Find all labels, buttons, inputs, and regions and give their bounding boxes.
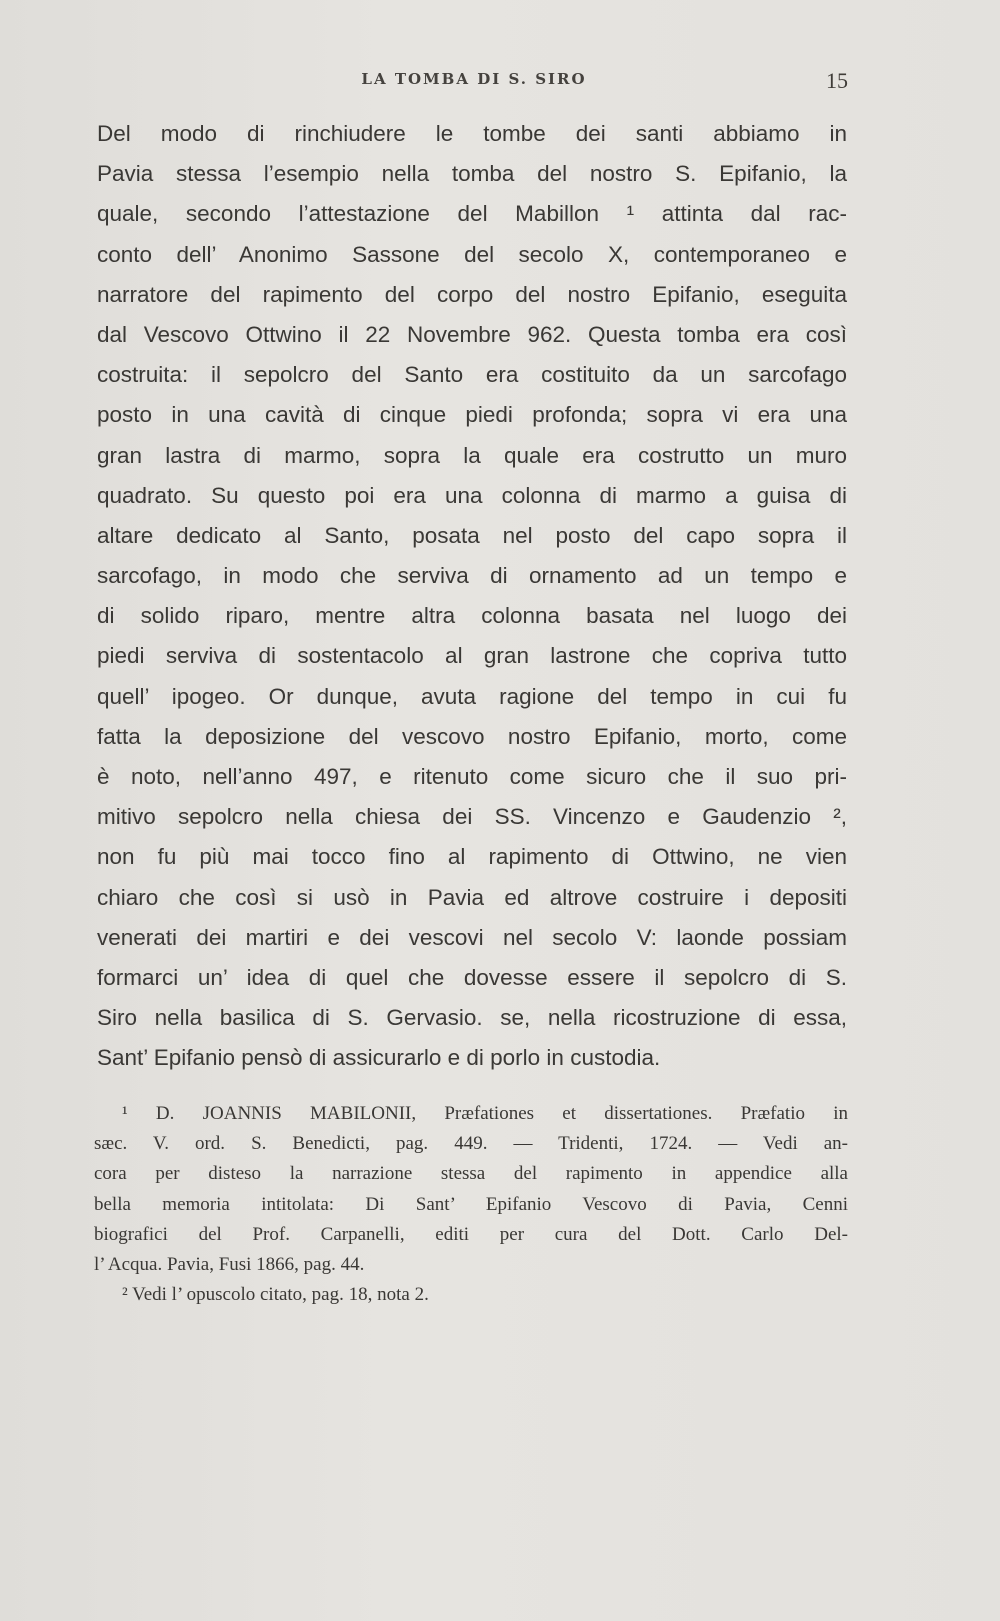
text-line: quale, secondo l’attestazione del Mabillon ¹ attinta dal rac-	[97, 201, 847, 227]
body-text	[97, 114, 847, 1079]
text-line: Sant’ Epifanio pensò di assicurarlo e di porlo in custodia.	[97, 1045, 661, 1071]
text-line: altare dedicato al Santo, posata nel posto del capo sopra il	[97, 522, 847, 548]
page-number: 15	[826, 68, 848, 93]
text-line: Del modo di rinchiudere le tombe dei santi abbiamo in	[97, 121, 847, 146]
text-line: chiaro che così si usò in Pavia ed altrove costruire i depositi	[97, 884, 847, 910]
footnotes	[94, 1099, 848, 1310]
text-line: narratore del rapimento del corpo del nostro Epifanio, eseguita	[97, 281, 847, 307]
footnote-line: biografici del Prof. Carpanelli, editi per cura del Dott. Carlo Del-	[94, 1223, 848, 1245]
text-line: è noto, nell’anno 497, e ritenuto come sicuro che il suo pri-	[97, 764, 847, 789]
text-line: Siro nella basilica di S. Gervasio. se, nella ricostruzione di essa,	[97, 1005, 847, 1031]
text-line: venerati dei martiri e dei vescovi nel secolo V: laonde possiam	[97, 924, 847, 950]
text-line: dal Vescovo Ottwino il 22 Novembre 962. Questa tomba era così	[97, 321, 847, 347]
footnote-line: l’ Acqua. Pavia, Fusi 1866, pag. 44.	[94, 1253, 365, 1275]
page-header	[100, 70, 848, 100]
footnote-line: ² Vedi l’ opuscolo citato, pag. 18, nota 2.	[122, 1284, 429, 1306]
text-line: mitivo sepolcro nella chiesa dei SS. Vincenzo e Gaudenzio ²,	[97, 804, 847, 830]
footnote-line: sæc. V. ord. S. Benedicti, pag. 449. — Tridenti, 1724. — Vedi an-	[94, 1133, 848, 1155]
text-line: non fu più mai tocco fino al rapimento di Ottwino, ne vien	[97, 844, 847, 870]
running-title: LA TOMBA DI S. SIRO	[361, 70, 587, 88]
text-line: piedi serviva di sostentacolo al gran lastrone che copriva tutto	[97, 643, 847, 669]
text-line: conto dell’ Anonimo Sassone del secolo X, contemporaneo e	[97, 241, 847, 267]
text-line: Pavia stessa l’esempio nella tomba del nostro S. Epifanio, la	[97, 161, 847, 187]
footnote-line: cora per disteso la narrazione stessa del rapimento in appendice alla	[94, 1163, 848, 1185]
text-line: posto in una cavità di cinque piedi profonda; sopra vi era una	[97, 402, 847, 428]
text-line: quell’ ipogeo. Or dunque, avuta ragione del tempo in cui fu	[97, 683, 847, 709]
text-line: sarcofago, in modo che serviva di ornamento ad un tempo e	[97, 563, 847, 589]
text-line: di solido riparo, mentre altra colonna basata nel luogo dei	[97, 603, 847, 629]
text-line: costruita: il sepolcro del Santo era costituito da un sarcofago	[97, 362, 847, 388]
text-line: formarci un’ idea di quel che dovesse essere il sepolcro di S.	[97, 964, 847, 990]
footnote-line: bella memoria intitolata: Di Sant’ Epifanio Vescovo di Pavia, Cenni	[94, 1193, 848, 1215]
footnote-line: ¹ D. JOANNIS MABILONII, Præfationes et dissertationes. Præfatio in	[122, 1103, 848, 1124]
text-line: fatta la deposizione del vescovo nostro Epifanio, morto, come	[97, 723, 847, 749]
text-line: gran lastra di marmo, sopra la quale era costrutto un muro	[97, 442, 847, 468]
text-line: quadrato. Su questo poi era una colonna di marmo a guisa di	[97, 482, 847, 508]
